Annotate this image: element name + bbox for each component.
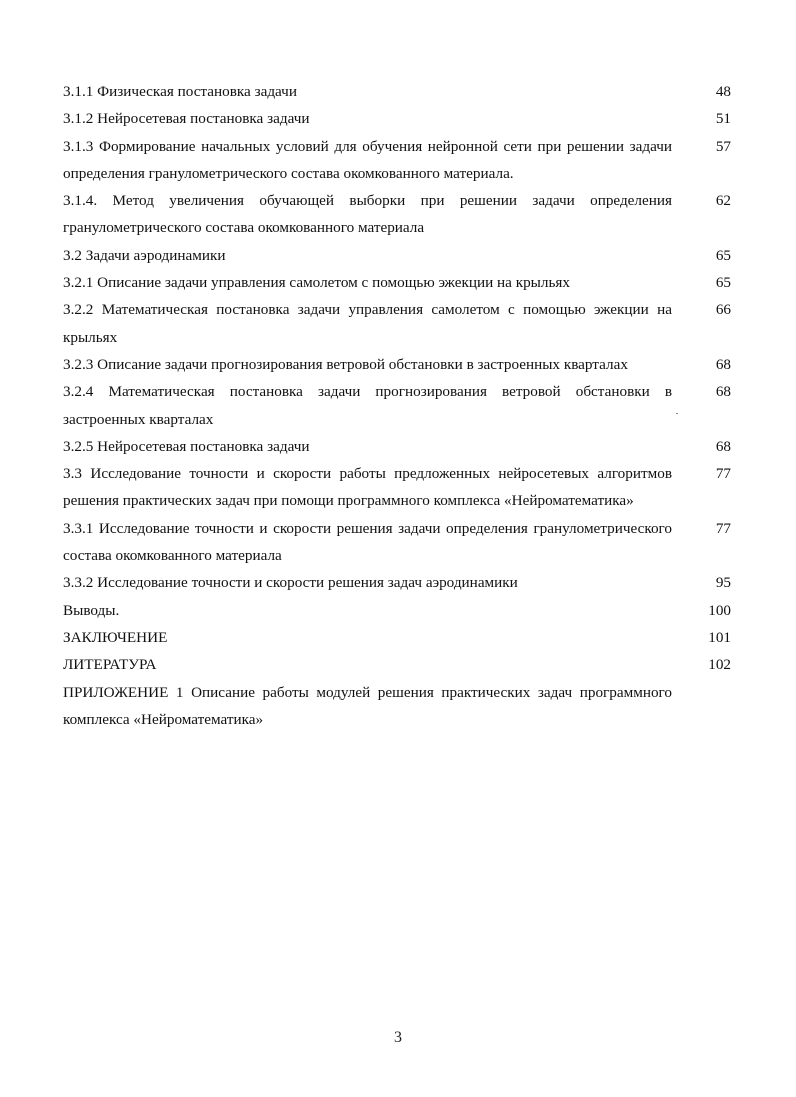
toc-entry-title: 3.1.3 Формирование начальных условий для обучения нейронной сети при решении задачи определения гранулометрического состава окомкованного материала.	[63, 137, 672, 182]
toc-entry[interactable]	[63, 597, 731, 624]
toc-entry[interactable]	[63, 433, 731, 460]
toc-entry-title: 3.1.2 Нейросетевая постановка задачи	[63, 110, 310, 128]
toc-entry-title: 3.2.5 Нейросетевая постановка задачи	[63, 437, 310, 455]
toc-entry-title: 3.2.1 Описание задачи управления самолетом с помощью эжекции на крыльях	[63, 274, 570, 292]
toc-entry-page: 62	[715, 192, 731, 210]
toc-entry-title: 3.2 Задачи аэродинамики	[63, 246, 226, 264]
toc-entry-title: 3.3.2 Исследование точности и скорости решения задач аэродинамики	[63, 574, 518, 592]
toc-entry[interactable]	[63, 105, 731, 132]
toc-entry-page: 95	[715, 574, 731, 592]
toc-entry-page: 51	[715, 110, 731, 128]
toc-entry-page: 77	[715, 465, 731, 483]
toc-entry[interactable]	[63, 651, 731, 678]
toc-entry[interactable]	[63, 378, 731, 433]
toc-entry[interactable]	[63, 187, 731, 242]
toc-entry-page: 66	[715, 301, 731, 319]
toc-entry[interactable]	[63, 624, 731, 651]
toc-entry-page: 48	[715, 83, 731, 100]
toc-entry-page: 57	[715, 137, 731, 155]
toc-entry[interactable]	[63, 679, 731, 734]
table-of-contents	[63, 78, 731, 733]
toc-entry[interactable]	[63, 269, 731, 296]
toc-entry[interactable]	[63, 78, 731, 105]
toc-entry-title: 3.1.4. Метод увеличения обучающей выборки при решении задачи определения гранулометрического состава окомкованного материала	[63, 192, 672, 237]
toc-entry[interactable]	[63, 515, 731, 570]
toc-entry-title: 3.2.3 Описание задачи прогнозирования ветровой обстановки в застроенных кварталах	[63, 355, 628, 373]
toc-entry-title: 3.2.4 Математическая постановка задачи прогнозирования ветровой обстановки в застроенных кварталах	[63, 383, 672, 428]
toc-entry-title: 3.1.1 Физическая постановка задачи	[63, 83, 297, 100]
toc-entry-page: 101	[708, 628, 731, 646]
toc-entry-page: 77	[715, 519, 731, 537]
toc-entry-page: 68	[715, 355, 731, 373]
scan-speck	[676, 413, 678, 414]
toc-entry[interactable]	[63, 242, 731, 269]
toc-entry-title: Выводы.	[63, 601, 120, 619]
toc-entry-page: 65	[715, 274, 731, 292]
toc-entry-page: 102	[708, 656, 731, 674]
toc-entry[interactable]	[63, 296, 731, 351]
toc-entry-page: 100	[708, 601, 731, 619]
toc-entry[interactable]	[63, 351, 731, 378]
toc-entry-title: ПРИЛОЖЕНИЕ 1 Описание работы модулей решения практических задач программного комплекса «Нейроматематика»	[63, 683, 672, 728]
toc-entry-title: ЛИТЕРАТУРА	[63, 656, 157, 674]
toc-entry-title: 3.2.2 Математическая постановка задачи управления самолетом с помощью эжекции на крыльях	[63, 301, 672, 346]
toc-entry-title: ЗАКЛЮЧЕНИЕ	[63, 628, 168, 646]
toc-entry-title: 3.3 Исследование точности и скорости работы предложенных нейросетевых алгоритмов решения практических задач при помощи программного комплекса «Нейроматематика»	[63, 465, 672, 510]
toc-entry[interactable]	[63, 460, 731, 515]
toc-entry-title: 3.3.1 Исследование точности и скорости решения задачи определения гранулометрического состава окомкованного материала	[63, 519, 672, 565]
toc-entry[interactable]	[63, 133, 731, 188]
toc-entry-page: 65	[715, 246, 731, 264]
toc-entry-page: 68	[715, 437, 731, 455]
page-number: 3	[394, 1029, 402, 1046]
toc-entry-page: 68	[715, 383, 731, 401]
toc-entry[interactable]	[63, 569, 731, 596]
